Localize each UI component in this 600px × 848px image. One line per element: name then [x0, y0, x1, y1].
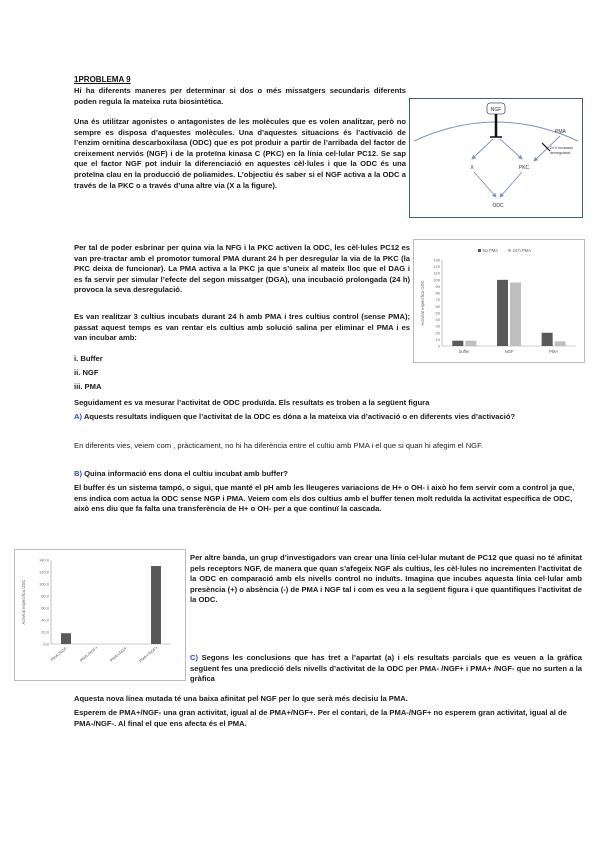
x-tick-label: buffer	[459, 349, 470, 354]
y-tick-label: 120,0	[38, 569, 49, 575]
x-tick-label: PMA+/NGF+	[137, 644, 159, 664]
list-item-buffer: i. Buffer	[74, 354, 103, 363]
x-tick-label: PMA-/NGF+	[78, 644, 99, 663]
arrow-x-to-odc	[474, 172, 496, 197]
ngf-label: NGF	[490, 107, 502, 113]
x-tick-label: NGF	[504, 349, 514, 354]
y-tick-label: 20	[435, 330, 440, 336]
pkc-label: PKC	[518, 165, 530, 171]
y-tick-label: 0,0	[43, 641, 49, 647]
question-a-label: A)	[74, 412, 83, 421]
bar-pmangf-0	[151, 566, 161, 644]
y-tick-label: 130	[433, 257, 440, 263]
question-a	[74, 412, 584, 423]
y-tick-label: 100,0	[38, 581, 49, 587]
question-b-text: Quina informació ens dona el cultiu incubat amb buffer?	[82, 469, 288, 478]
bar-pmangf-0	[61, 633, 71, 644]
bar-pma-0	[542, 333, 553, 346]
method-paragraph: Per tal de poder esbrinar per quina via la NFG i la PKC activen la ODC, les cèl·lules PC12 es van pre-tractar amb el promotor tumoral PMA durant 24 h per desregular la via de la PKC (la PKC deixa de funcionar). La PMA activa a la PKC ja que s’uneix al mateix lloc que el DAG i es fa servir per simular l’efecte del segon missatger (DGA), una incubació prolongada (24 h) provoca la seva desregulació.	[74, 243, 410, 295]
question-c-text: Segons les conclusions que has tret a l’apartat (a) i els resultats parcials que es veuen a la gràfica següent fes una predicció dels nivells d’activitat de la ODC per PMA- /NGF+ i PMA+ /NGF- que no surten a la gràfica	[190, 653, 582, 684]
pathway-diagram-svg	[410, 99, 582, 217]
pma-label: PMA	[555, 129, 566, 135]
x-label: X	[470, 165, 474, 171]
answer-a: En diferents vies, veiem com , pràcticament, no hi ha diferència entre el cultiu amb PMA i el que si quan hi afegim el NGF.	[74, 441, 483, 450]
legend-swatch	[478, 249, 481, 252]
y-axis-label: Activitat específica ODC	[420, 280, 425, 326]
y-tick-label: 120	[433, 264, 440, 270]
y-tick-label: 90	[435, 283, 440, 289]
y-tick-label: 40,0	[41, 617, 49, 623]
y-tick-label: 100	[433, 277, 440, 283]
bar-pma-1	[555, 341, 566, 346]
bar-ngf-1	[510, 282, 521, 346]
y-tick-label: 110	[433, 270, 440, 276]
pathway-diagram	[409, 98, 583, 218]
legend-entry: 24 h PMA	[512, 248, 531, 253]
y-tick-label: 50	[435, 310, 440, 316]
x-tick-label: PMA-/NGF-	[49, 644, 69, 663]
legend-swatch	[508, 249, 511, 252]
answer-c-1: Aquesta nova línea mutada té una baixa afinitat pel NGF per lo que serà més decisiu la PMA.	[74, 694, 408, 703]
y-axis-label: Activitat específica ODC	[21, 579, 26, 625]
odc-chart-1-frame	[413, 239, 585, 363]
odc-label: ODC	[492, 203, 504, 209]
question-b	[74, 469, 584, 480]
list-item-pma: iii. PMA	[74, 382, 102, 391]
bar-buffer-0	[452, 341, 463, 346]
y-tick-label: 0	[437, 343, 440, 349]
y-tick-label: 80,0	[41, 593, 49, 599]
arrow-to-x	[472, 139, 493, 159]
mutant-paragraph: Per altre banda, un grup d’investigadors van crear una línia cel·lular mutant de PC12 que quasi no té afinitat pels receptors NGF, de manera que quan s’afegeix NGF als cultius, les cèl·lules no incrementen l’activitat de la ODC en comparació amb els nivells control no induïts. Imagina que incubes aquesta línia cel·lular amb presència (+) o absència (-) de PMA i NGF tal i com es veu a la següent figura i que quantifiques l’activitat de la ODC.	[190, 553, 582, 605]
x-tick-label: PMA+/NGF-	[108, 644, 129, 663]
y-tick-label: 80	[435, 290, 440, 296]
odc-chart-2-frame	[14, 549, 186, 681]
x-tick-label: PMA	[549, 349, 559, 354]
odc-chart-2	[15, 550, 185, 680]
question-c	[190, 653, 582, 685]
y-tick-label: 40	[435, 317, 440, 323]
cultures-paragraph: Es van realitzar 3 cultius incubats durant 24 h amb PMA i tres cultius control (sense PMA); passat aquest temps es van rentar els cultius amb solució salina per eliminar el PMA i es van incubar amb:	[74, 312, 410, 343]
question-c-label: C)	[190, 653, 199, 662]
y-tick-label: 60,0	[41, 605, 49, 611]
question-a-text: Aquests resultats indiquen que l’activitat de la ODC es dóna a la mateixa via d’activació o en diferents vies d’activació?	[82, 412, 516, 421]
arrow-to-pkc	[500, 139, 522, 159]
intro-paragraph: Hi ha diferents maneres per determinar si dos o més missatgers secundaris diferents poden regula la mateixa ruta biosintètica.	[74, 86, 406, 106]
answer-b: El buffer és un sistema tampó, o sigui, que manté el pH amb les lleugeres variacions de H+ o OH- i això ho fem servir com a control ja que, ens indica com actua la ODC sense NGP i PMA. Veiem com els dos cultius amb el buffer tenen molt reduïda la activitat específica de ODC, això ens diu que fa falta una transferència de H+ o OH- per a que continuï la cascada.	[74, 483, 575, 514]
y-tick-label: 140,0	[38, 557, 49, 563]
y-tick-label: 60	[435, 303, 440, 309]
legend-entry: No PMA	[482, 248, 499, 253]
answer-c-2: Esperem de PMA+/NGF- una gran activitat, igual al de PMA+/NGF+. Per el contari, de la PMA-/NGF+ no esperem gran activitat, igual al de PMA-/NGF-. Al final el que ens afecta és el PMA.	[74, 708, 567, 728]
bar-ngf-0	[497, 280, 508, 346]
problem-title: 1PROBLEMA 9	[74, 75, 131, 84]
y-tick-label: 20,0	[41, 629, 49, 635]
odc-chart-1	[414, 240, 584, 362]
context-paragraph: Una és utilitzar agonistes o antagonistes de les molècules que es volen analitzar, però no sempre es disposa d’aquestes molècules. Una d’aquestes situacions és l’activació de l’enzim ornitina descarboxilasa (ODC) que es pot produir a partir de l’arribada del factor de creixement nerviós (NGF) i de la proteïna kinasa C (PKC) en la línia cel·lular PC12. Se sap que el factor NGF pot induir la diferenciació en aquestes cèl·lules i que la ODC és una proteïna clau en la producció de poliamides. L’objectiu és saber si el NGF activa a la ODC a través de la PKC o a través d’una altre via (X a la figure).	[74, 117, 406, 190]
pma-note: 24 h incubació desregulació	[550, 146, 574, 155]
y-tick-label: 70	[435, 297, 440, 303]
arrow-pkc-to-odc	[500, 172, 522, 197]
list-item-ngf: ii. NGF	[74, 368, 99, 377]
question-b-label: B)	[74, 469, 83, 478]
y-tick-label: 10	[435, 336, 440, 342]
bar-buffer-1	[465, 341, 476, 346]
results-paragraph: Seguidament es va mesurar l’activitat de ODC produïda. Els resultats es troben a la següent figura	[74, 398, 430, 407]
y-tick-label: 30	[435, 323, 440, 329]
